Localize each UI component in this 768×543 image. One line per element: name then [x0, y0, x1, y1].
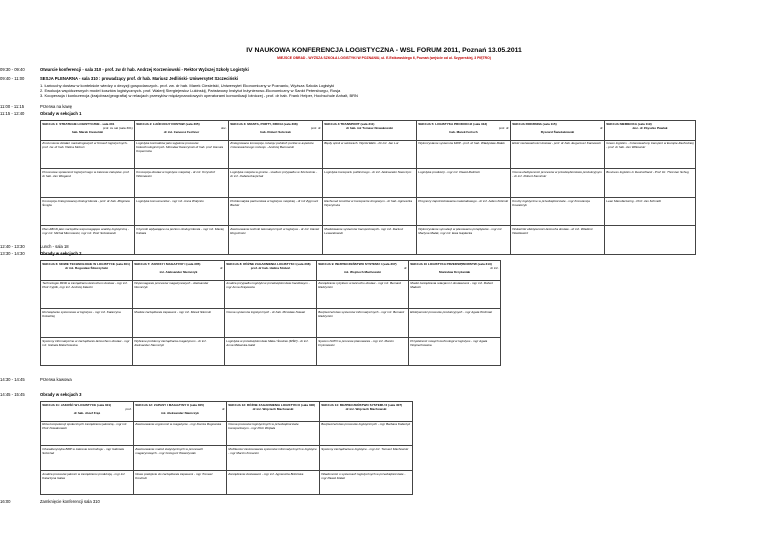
table-cell: Ocena procesów logistycznych w przedsiębiorstwie transportowym - mgr Piotr Wojtala [227, 421, 320, 446]
table-cell: System NATO w procesie planowania - mgr inż. Marcin Fryśniewski [317, 337, 409, 366]
table-row [41, 140, 696, 169]
schedule-time: 14:45 - 15:45 [0, 392, 25, 397]
sessions-table-2 [40, 260, 501, 366]
session-header: SEKCJA 8: RÓŻNE ZAGADNIENIA LOGISTYKI I (sala 308) prof. dr hab. Halina Sloboń [225, 261, 317, 281]
table-cell: Wykorzystanie systemów MRP - prof. dr hab. Władysław Małek [417, 140, 511, 169]
session-header: SEKCJA 1: STRATEGIE LOGISTYCZNE - sala 301 prof. ze sal (sala 301) hab. Marek Ciesielski [41, 121, 135, 141]
schedule-text: Lunch - sala 18 [40, 244, 69, 249]
schedule-time: 11:00 - 11:15 [0, 104, 25, 109]
table-cell: Charakterystyka BRP w zakresie kontrolingu - mgr Gabriela Sobczak [41, 446, 134, 471]
table-cell: Systemy informatyczne w zarządzaniu łańcuchem dostaw - mgr inż. Izabela Małochowska [41, 337, 133, 366]
sessions-table-1 [40, 120, 696, 255]
table-cell: Analiza procesów jakości w zarządzaniu produkcją - mgr inż. Katarzyna Galas [41, 470, 134, 495]
plenary-talk: 1. Łańcuchy dostaw w kontekście wiedzy o decyzji gospodarczych- prof. zw. dr hab. Marek Ciesielski, Uniwersytet Ekonomiczny w Poznaniu, Wyższa Szkoła Logistyki [40, 83, 335, 88]
table-cell: Modele zarządzania zapasami - mgr inż. Marek Sikorski [133, 309, 225, 338]
table-cell: Efekt niezawodności dostaw - prof. dr hab. Eugeniusz Kaniewski [511, 140, 605, 169]
table-cell: Ocena efektywności procesów w przedsiębiorstwie produkcyjnym - dr inż. Robert Kamiński [511, 169, 605, 198]
table-cell: Logistyka produkcji - mgr inż. Paweł Zieliński [417, 169, 511, 198]
plenary-talk: 2. Ewolucja współczesnych model kosztów logistycznych- prof. Walerij Siergiejewicz Lukinskij, Państwowy Instytut Inżynierowo-Ekonomiczny w Sankt Petersburgu, Rosja [40, 88, 341, 93]
schedule-time: 11:15 - 12:40 [0, 111, 25, 116]
table-row [41, 197, 696, 226]
table-cell: Lean Manufacturing - Prof. Jan Schmidt [605, 197, 696, 226]
schedule-text: Przerwa na kawę [40, 104, 73, 109]
session-header: SEKCJA 11: JAKOŚĆ W LOGISTYCE (sala 301) prof. dr hab. Józef Frąś [41, 402, 134, 422]
table-row [41, 337, 501, 366]
table-row [41, 280, 501, 309]
table-cell: Koncepcja zintegrowanej obsługi klienta - prof. dr hab. Zbigniew Śmigla [41, 197, 135, 226]
table-cell: Nowe podejście do zarządzania zapasami - mgr Tomasz Kosiński [134, 470, 227, 495]
table-header-row [41, 402, 413, 422]
table-row [41, 470, 413, 495]
table-cell: Modelowanie systemów transportowych- mgr inż. Dariusz Lewandowski [323, 226, 417, 255]
session-header: SEKCJA 12: ZAPASY I MAGAZYNY II (sala 305) dr inż. Aleksander Niemczyk [134, 402, 227, 422]
session-header: SEKCJA 6: NOWE TECHNOLOGIE W LOGISTYCE (sala 301) dr inż. Bogusław Śliwczyński [41, 261, 133, 281]
schedule-text: Otwarcie konferencji - sala 310 - prof. zw dr hab. Andrzej Korzeniowski - Rektor Wyższej Szkoły Logistyki [40, 67, 249, 72]
table-cell: Rola kompetencji społecznych zarządzaniu jakością - mgr inż. Piotr Nowakowski [41, 421, 134, 446]
table-cell: Systemy zarządzania w logistyce - mgr inż. Tomasz Machowski [320, 446, 413, 471]
sessions-table-3 [40, 401, 413, 495]
table-cell: Logistyka miejska w gminie - studium przypadku w Szczecinie - dr inż. Izabela Kacprzak [229, 169, 323, 198]
table-cell: Green logistics - zrównoważony transport w Europie Zachodniej - prof. dr hab. Jan Wilkowski [605, 140, 696, 169]
table-cell: Zastosowanie technik telematycznych w logistyce - dr inż. Daniel Rogozinski [229, 226, 323, 255]
table-cell: Business logistics in Deutschland - Prof. Dr. Thorsten Schug [605, 169, 696, 198]
table-cell: Błędy opinii w sektorach. Wyniki EEG - Dr inż. Jan Lut [323, 140, 417, 169]
schedule-time: 12:40 - 13:30 [0, 244, 25, 249]
page-title: IV NAUKOWA KONFERENCJA LOGISTYCZNA - WSL FORUM 2011, Poznań 13.05.2011 [246, 47, 522, 54]
table-cell: Czynniki wpływające na poziom obsługi klienta - mgr inż. Maciej Kabata [135, 226, 229, 255]
table-cell: Procesowe sprawność logistycznego w zakresie zakupów- prof. dr hab. Jan Wiegand [41, 169, 135, 198]
session-header: SEKCJA NIEMIECKA (sala 119) doc. dr Zbyszko Pawlak [605, 121, 696, 141]
table-cell: Logistyka kontraktów jako wyjaśnie procesów biotechnologicznych- Mirosław Kwarzynski dr hab. prof. Danuta Kopernicka [135, 140, 229, 169]
table-cell: Zarządzanie ryzykiem w łańcuchu dostaw - mgr inż. Bernard Radzyński [317, 280, 409, 309]
table-cell: Logistyka w przedsiębiorstwie Mała i Średnie (MŚP) - dr inż. Anna Milewska-Galik [225, 337, 317, 366]
session-header: SEKCJA 5: LOGISTYKA PRODUKCJI (sala 313) prof. dr hab. Marek Fertsch [417, 121, 511, 141]
session-header: SEKCJA RODZINNA (sala 115) dr Ryszard Świeżakowski [511, 121, 605, 141]
table-cell: Koszty logistyczne w przedsiębiorstwie - mgr Konstancja Kowalczyk [511, 197, 605, 226]
schedule-time: 14:30 - 14:45 [0, 377, 25, 382]
closing-time: 16:00 [0, 499, 11, 504]
session-header: SEKCJA 9: BEZPIECZEŃSTWO SYSTEMU I (sala 307) dr inż. Wojciech Machowski [317, 261, 409, 281]
schedule-text: Obrady w sekcjach 2 [40, 251, 82, 256]
table-cell: Logistyka transportu publicznego - dr inż. Aleksander Nieoczym [323, 169, 417, 198]
table-row [41, 309, 501, 338]
table-cell: Bezpieczeństwo systemów informatycznych - mgr inż. Bernard Radzyński [317, 309, 409, 338]
schedule-time: 13:30 - 14:30 [0, 251, 25, 256]
table-cell: Efektywność procesów produkcyjnych - mgr Agata Woźniak [409, 309, 501, 338]
session-header: SEKCJA 4:TRANSPORT (sala 311) dr hab. inż Tomasz Nowakowski [323, 121, 417, 141]
table-cell: Wiadomości o systemach logistycznych w przedsiębiorstwie - mgr Paweł Fiałek [320, 470, 413, 495]
schedule-text: SESJA PLENARNA - sala 310 : prowadzący prof. dr hab. Mariusz Jedliński- Uniwersytet Szczeciński [40, 76, 238, 81]
table-cell: Zarządzanie dostawami - mgr inż. Agnieszka Bobińska [227, 470, 320, 495]
table-row [41, 421, 413, 446]
schedule-time: 09:40 - 11:00 [0, 76, 25, 81]
table-cell: Wspomaganie procesów magazynowych - Aleksander Niemczyk [133, 280, 225, 309]
table-cell: Zintegrowane koncepcje rozwoju polskich portów w aspekcie zrównoważonego rozwoju - Andrzej Bemowski [229, 140, 323, 169]
schedule-time: 09:30 - 09:40 [0, 67, 25, 72]
table-cell: Zastosowanie metod statystycznych w procesach magazynowych - mgr Grzegorz Wawrzyniak [134, 446, 227, 471]
session-header: SEKCJA 7: ZAPASY I MAGAZYNY I (sala 305) dr inż. Aleksander Niemczyk [133, 261, 225, 281]
plenary-talk: 3. Kooperacja i konkurencja (krajobraz/geografia) w relacjach przesyłów międzynarodowych operatorami komunikacji lotniczej - prof. dr hab. Frank Helper, Hochschule Anhalt, BRN [40, 93, 358, 98]
table-cell: Rachunek kosztów w transporcie drogowym - dr hab. Agnieszka Wyszyńska [323, 197, 417, 226]
table-cell: Wybrane problemy zarządzania magazynem - dr inż. Aleksander Niemczyk [133, 337, 225, 366]
schedule-text: Obrady w sekcjach 3 [40, 392, 82, 397]
table-cell: Prognozy zapotrzebowania materiałowego - dr inż. Adam Kolinski [417, 197, 511, 226]
table-cell: Koncepcja dostaw w logistyce miejskiej - dr inż. Krzysztof Wiśniewski [135, 169, 229, 198]
session-header: SEKCJA 2: ŁAŃCUCHY DOSTAW (sala 305) doc. dr inż. Ireneusz Fechner [135, 121, 229, 141]
session-header: SEKCJA 14: BEZPIECZEŃSTWO SYSTEMU II (sala 307) dr inż. Wojciech Machowski [320, 402, 413, 422]
table-header-row [41, 261, 501, 281]
table-cell: Zastosowanie ergonomii w magazynie - mgr Dorota Rogowska [134, 421, 227, 446]
table-row [41, 446, 413, 471]
schedule-text: Przerwa kawowa [40, 377, 72, 382]
table-cell: Analiza przypadku logistyki w przedsiębiorstwie handlowym - mgr Anna Krajewska [225, 280, 317, 309]
session-header: SEKCJA 13: RÓŻNE ZAGADNIENIA LOGISTYKI II (sala 308) dr inż. Wojciech Machowski [227, 402, 320, 422]
table-header-row [41, 121, 696, 141]
session-header: SEKCJA 3: MIASTA, PORTY, DROGI (sala 308) prof. dr hab. Robert Sobczak [229, 121, 323, 141]
table-cell: Zrozumienie działań marketingowych w firmach logistycznych- prof. zw. dr hab. Halina Sloboń [41, 140, 135, 169]
table-row [41, 169, 696, 198]
table-cell: Logistyka konsumentów - mgr inż. Anna Wołynko [135, 197, 229, 226]
table-cell: Ocena systemów logistycznych - dr hab. Mirosław Nowak [225, 309, 317, 338]
table-cell: Problematyka partnerstwa w logistyce miejskiej - dr inż Zygmunt Bielski [229, 197, 323, 226]
session-header: SEKCJA 10 LOGISTYKA PRZEDSIĘBIORSTW (sala 313) dr inż. Stanisław Krzyżaniak [409, 261, 501, 281]
closing-text: Zamknięcie konferencji sala 310 [40, 499, 100, 504]
table-cell: Rozwiązanie systemowe w logistyce - mgr inż. Katarzyna Kołodziej [41, 309, 133, 338]
venue-subtitle: MIEJSCE OBRAD - WYŻSZA SZKOŁA LOGISTYKI W POZNANIU, ul. E.Estkowskiego 6, Poznań (wejście od ul. Szyperskiej, 3 PIĘTRO) [277, 56, 491, 60]
table-cell: Przydatność nowych technologii w logistyce - mgr Agata Wojciechowska [409, 337, 501, 366]
table-cell: Wskaźniki efektywności łańcucha dostaw - dr inż. Wladimir Wasiliewicz [511, 226, 605, 255]
table-cell: Wykorzystanie symulacji w planowaniu przepływów - mgr inż. Martyna Malak, mgr inż. Ewa Gajdecka [417, 226, 511, 255]
table-cell: Model zarządzania relacjami z dostawcami - mgr inż. Robert Małecki [409, 280, 501, 309]
table-cell: Technologie RFID w zarządzaniu łańcuchem dostaw - mgr inż. Piotr Cyplik, mgr inż. Andrzej Fałecki [41, 280, 133, 309]
schedule-text: Obrady w sekcjach 1 [40, 111, 82, 116]
table-cell: Plan ABCD jako narzędzie wspomagające analizę logistyczną - mgr inż. Michał Miernowski, mgr inż. Piotr Sobolewski [41, 226, 135, 255]
table-cell: Możliwości zastosowania systemów informatycznych w logistyce - mgr Marcin Konarski [227, 446, 320, 471]
table-cell: Bezpieczeństwo procesów logistycznych - mgr Barbara Kołaczyk [320, 421, 413, 446]
